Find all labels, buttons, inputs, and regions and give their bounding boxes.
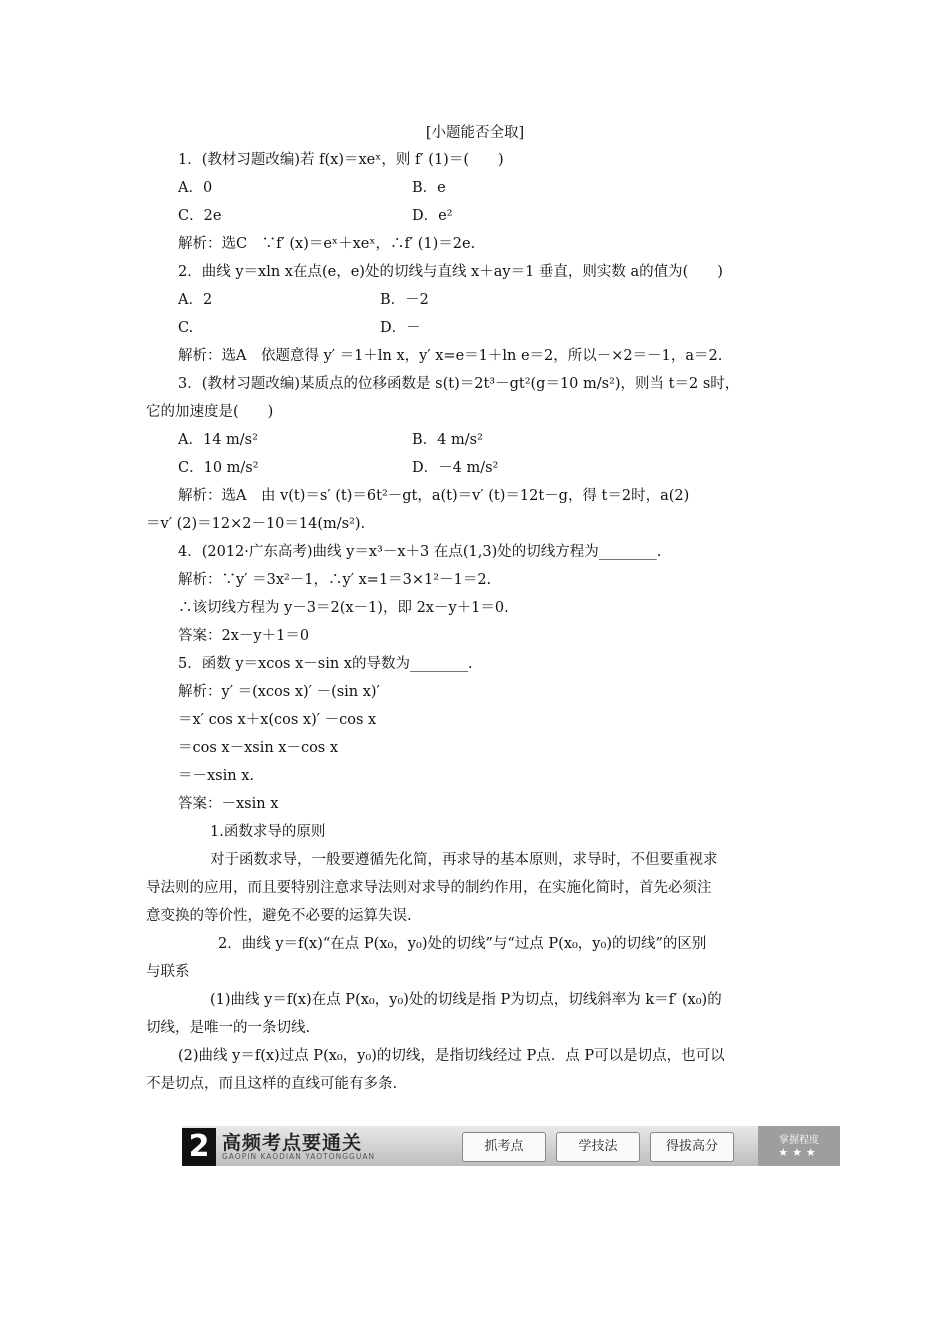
q2-option-d: D．－ <box>380 320 421 336</box>
q1-solution: 解析：选C ∵f′ (x)＝eˣ＋xeˣ，∴f′ (1)＝2e. <box>178 236 476 252</box>
q1-stem: 1．(教材习题改编)若 f(x)＝xeˣ，则 f′ (1)＝( ) <box>178 152 504 168</box>
mastery-level <box>758 1126 840 1166</box>
star-icon: ★★★ <box>778 1146 820 1159</box>
banner-title: 高频考点要通关 <box>222 1132 363 1154</box>
q2-option-a: A．2 <box>178 292 213 308</box>
banner-pinyin: GAOPIN KAODIAN YAOTONGGUAN <box>222 1152 376 1161</box>
q4-answer: 答案：2x－y＋1＝0 <box>178 628 310 644</box>
note-2-item-2: (2)曲线 y＝f(x)过点 P(x₀，y₀)的切线，是指切线经过 P点．点 P可以是切点，也可以 <box>178 1048 725 1064</box>
q5-step-2: ＝cos x－xsin x－cos x <box>178 740 339 756</box>
section-banner <box>182 1126 840 1166</box>
note-2-title-cont: 与联系 <box>146 964 190 980</box>
note-2-title: 2．曲线 y＝f(x)“在点 P(x₀，y₀)处的切线”与“过点 P(x₀，y₀)的切线”的区别 <box>218 936 707 952</box>
mastery-label: 掌握程度 <box>779 1135 819 1146</box>
q3-stem: 3．(教材习题改编)某质点的位移函数是 s(t)＝2t³－gt²(g＝10 m/s²)，则当 t＝2 s时， <box>178 376 740 392</box>
q3-solution-cont: ＝v′ (2)＝12×2－10＝14(m/s²). <box>146 516 366 532</box>
note-2-item-2-cont: 不是切点，而且这样的直线可能有多条. <box>146 1076 398 1092</box>
q2-option-b: B．－2 <box>380 292 429 308</box>
q5-step-1: ＝x′ cos x＋x(cos x)′ －cos x <box>178 712 377 728</box>
q4-stem: 4．(2012·广东高考)曲线 y＝x³－x＋3 在点(1,3)处的切线方程为________. <box>178 544 662 560</box>
note-1-para-1: 对于函数求导，一般要遵循先化简，再求导的基本原则，求导时，不但要重视求 <box>210 852 718 868</box>
q2-stem: 2．曲线 y＝xln x在点(e，e)处的切线与直线 x＋ay＝1 垂直，则实数 a的值为( ) <box>178 264 723 280</box>
q1-option-c: C．2e <box>178 208 222 224</box>
learn-methods-button[interactable]: 学技法 <box>556 1132 640 1162</box>
note-2-item-1: (1)曲线 y＝f(x)在点 P(x₀，y₀)处的切线是指 P为切点，切线斜率为 k＝f′ (x₀)的 <box>210 992 722 1008</box>
note-2-item-1-cont: 切线，是唯一的一条切线. <box>146 1020 311 1036</box>
q3-option-a: A．14 m/s² <box>178 432 258 448</box>
grab-points-button[interactable]: 抓考点 <box>462 1132 546 1162</box>
q1-option-a: A．0 <box>178 180 213 196</box>
q3-option-c: C．10 m/s² <box>178 460 259 476</box>
q5-answer: 答案：－xsin x <box>178 796 279 812</box>
section-number: 2 <box>182 1128 216 1166</box>
q1-option-d: D．e² <box>412 208 453 224</box>
high-score-button[interactable]: 得拔高分 <box>650 1132 734 1162</box>
q3-option-b: B．4 m/s² <box>412 432 483 448</box>
q3-stem-cont: 它的加速度是( ) <box>146 404 274 420</box>
q5-solution: 解析：y′ ＝(xcos x)′ －(sin x)′ <box>178 684 380 700</box>
q4-solution: 解析：∵y′ ＝3x²－1，∴y′ x=1＝3×1²－1＝2. <box>178 572 492 588</box>
q3-solution: 解析：选A 由 v(t)＝s′ (t)＝6t²－gt，a(t)＝v′ (t)＝12t－g，得 t＝2时，a(2) <box>178 488 690 504</box>
q5-stem: 5．函数 y＝xcos x－sin x的导数为________. <box>178 656 473 672</box>
q4-solution-cont: ∴该切线方程为 y－3＝2(x－1)，即 2x－y＋1＝0. <box>178 600 509 616</box>
section-heading: [小题能否全取] <box>425 125 525 141</box>
note-1-para-2: 导法则的应用，而且要特别注意求导法则对求导的制约作用，在实施化简时，首先必须注 <box>146 880 712 896</box>
q1-option-b: B．e <box>412 180 446 196</box>
q2-option-c: C. <box>178 320 194 336</box>
q3-option-d: D．－4 m/s² <box>412 460 499 476</box>
q5-step-3: ＝－xsin x. <box>178 768 254 784</box>
note-1-title: 1.函数求导的原则 <box>210 824 326 840</box>
note-1-para-3: 意变换的等价性，避免不必要的运算失误. <box>146 908 412 924</box>
q2-solution: 解析：选A 依题意得 y′ ＝1＋ln x，y′ x=e＝1＋ln e＝2，所以－×2＝－1，a＝2. <box>178 348 723 364</box>
